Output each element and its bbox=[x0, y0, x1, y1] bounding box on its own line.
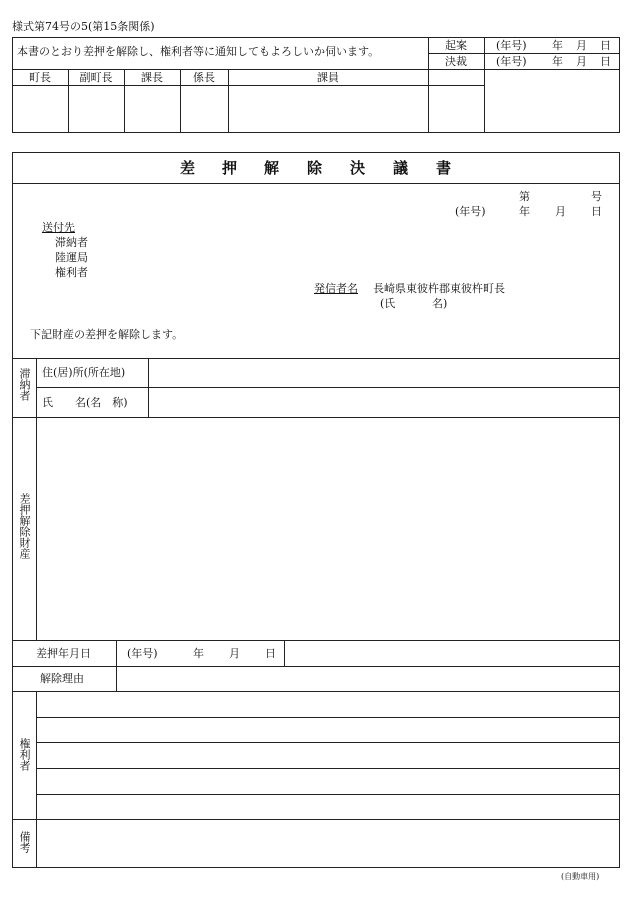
kian-nen: 年 bbox=[552, 39, 563, 52]
sender-value: 長崎県東彼杵郡東彼杵町長 bbox=[373, 282, 505, 295]
sender-name-open: (氏 bbox=[380, 297, 396, 310]
seizure-date-hi: 日 bbox=[265, 647, 276, 660]
kian-label: 起案 bbox=[445, 39, 467, 52]
rights-holder-label: 権利者 bbox=[18, 738, 31, 771]
title-char: 書 bbox=[436, 159, 452, 177]
doc-date-nen: 年 bbox=[519, 205, 530, 218]
title-char: 差 bbox=[180, 159, 196, 177]
kessai-hi: 日 bbox=[600, 55, 611, 68]
decision-document bbox=[12, 152, 620, 868]
title-char: 解 bbox=[264, 159, 280, 177]
delinquent-label: 滞納者 bbox=[18, 368, 31, 401]
kessai-tsuki: 月 bbox=[576, 55, 587, 68]
doc-number-dai: 第 bbox=[519, 190, 530, 203]
seizure-date-nengo: (年号) bbox=[127, 647, 158, 660]
property-label: 差押解除財産 bbox=[18, 493, 31, 559]
address-label: 住(居)所(所在地) bbox=[42, 366, 126, 379]
kessai-nen: 年 bbox=[552, 55, 563, 68]
role-vice-mayor: 副町長 bbox=[79, 71, 113, 84]
name-label: 氏 名(名 称) bbox=[42, 396, 128, 409]
doc-date-tsuki: 月 bbox=[555, 205, 566, 218]
role-mayor: 町長 bbox=[29, 71, 51, 84]
release-reason-label: 解除理由 bbox=[40, 672, 84, 685]
kian-nengo: (年号) bbox=[496, 39, 527, 52]
form-number: 様式第74号の5(第15条関係) bbox=[12, 20, 155, 33]
notice-text: 下記財産の差押を解除します。 bbox=[30, 328, 184, 341]
approval-request-text: 本書のとおり差押を解除し、権利者等に通知してもよろしいか伺います。 bbox=[17, 45, 380, 58]
role-subsection-chief: 係長 bbox=[193, 71, 215, 84]
title-char: 決 bbox=[350, 159, 366, 177]
recipient-transport-bureau: 陸運局 bbox=[55, 251, 88, 264]
role-staff: 課員 bbox=[317, 71, 339, 84]
doc-date-hi: 日 bbox=[591, 205, 602, 218]
remarks-label: 備考 bbox=[18, 831, 31, 853]
kian-hi: 日 bbox=[600, 39, 611, 52]
title-char: 除 bbox=[307, 159, 323, 177]
role-section-chief: 課長 bbox=[141, 71, 163, 84]
kian-tsuki: 月 bbox=[576, 39, 587, 52]
recipient-rights-holder: 権利者 bbox=[55, 266, 88, 279]
title-char: 議 bbox=[393, 159, 409, 177]
sender-label: 発信者名 bbox=[314, 282, 358, 295]
seizure-date-nen: 年 bbox=[193, 647, 204, 660]
seizure-date-label: 差押年月日 bbox=[36, 647, 91, 660]
kessai-nengo: (年号) bbox=[496, 55, 527, 68]
kessai-label: 決裁 bbox=[445, 55, 467, 68]
recipients-label: 送付先 bbox=[42, 221, 75, 234]
doc-date-nengo: (年号) bbox=[455, 205, 486, 218]
footer-note: (自動車用) bbox=[561, 872, 600, 881]
recipient-delinquent: 滞納者 bbox=[55, 236, 88, 249]
title-char: 押 bbox=[222, 159, 238, 177]
seizure-date-tsuki: 月 bbox=[229, 647, 240, 660]
doc-number-go: 号 bbox=[591, 190, 602, 203]
sender-name-close: 名) bbox=[432, 297, 448, 310]
